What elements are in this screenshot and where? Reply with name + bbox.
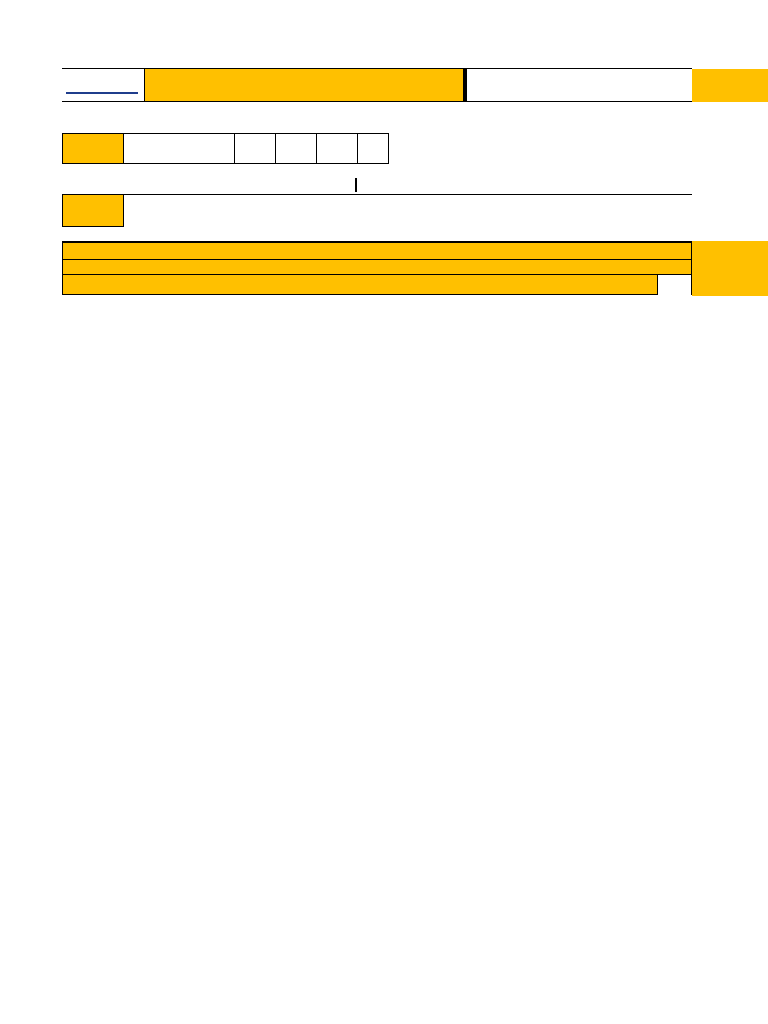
section-100-code: [62, 133, 124, 164]
year-label: [123, 133, 235, 164]
ruc-box: [123, 194, 692, 227]
year-digit-3[interactable]: [316, 133, 358, 164]
year-digit-1[interactable]: [234, 133, 276, 164]
balance-accent-right: [692, 241, 768, 296]
header-bottom-line: [62, 101, 692, 102]
year-digit-4[interactable]: [357, 133, 389, 164]
sri-logo: [62, 69, 145, 101]
section-200-divider: [355, 178, 357, 192]
sri-logo-underline: [66, 92, 138, 94]
balance-subtitle: [62, 259, 692, 275]
current-assets-header: [62, 275, 692, 295]
year-digit-2[interactable]: [275, 133, 317, 164]
form-title: [145, 70, 465, 84]
section-200-code: [62, 194, 124, 227]
form-resolution: [145, 85, 465, 99]
balance-title: [62, 243, 692, 259]
header-white-box: [465, 69, 692, 101]
current-assets-code-col: [657, 275, 692, 295]
